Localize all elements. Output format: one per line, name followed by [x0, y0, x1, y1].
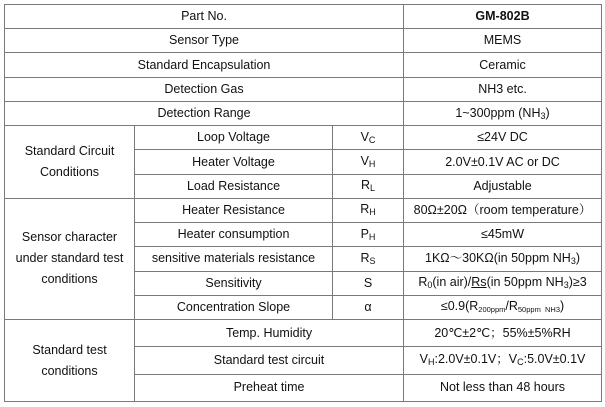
table-row: [5, 126, 602, 150]
r0-letter: R: [418, 275, 428, 290]
table-row: [5, 101, 602, 125]
sensitivity-mid: (in air)/: [432, 275, 472, 290]
symbol-letter: V: [360, 154, 369, 169]
temp-humidity-label: Temp. Humidity: [135, 320, 404, 347]
table-row: [5, 320, 602, 347]
slope-sub-50ppm: 50ppm NH3: [517, 305, 560, 315]
part-no-label: Part No.: [5, 5, 404, 29]
heater-voltage-label: Heater Voltage: [135, 150, 333, 174]
concentration-slope-value: [404, 295, 602, 319]
sensitivity-label: Sensitivity: [135, 271, 333, 295]
heater-resistance-value: 80Ω±20Ω（room temperature）: [404, 198, 602, 222]
temp-humidity-value: 20℃±2℃；55%±5%RH: [404, 320, 602, 347]
load-resistance-value: Adjustable: [404, 174, 602, 198]
heater-consumption-label: Heater consumption: [135, 223, 333, 247]
symbol-letter: P: [360, 226, 369, 241]
vh-subscript: H: [428, 357, 435, 368]
symbol-subscript: H: [368, 159, 376, 170]
vh-letter: V: [419, 352, 428, 367]
value-end: ): [575, 250, 581, 265]
vc-subscript: C: [517, 357, 524, 368]
concentration-slope-symbol: α: [333, 295, 404, 319]
detection-range-label: Detection Range: [5, 101, 404, 125]
heater-consumption-symbol: [333, 223, 404, 247]
table-row: [5, 53, 602, 77]
sensitive-resistance-value: [404, 247, 602, 271]
symbol-subscript: S: [369, 255, 376, 266]
symbol-subscript: H: [368, 231, 376, 242]
symbol-letter: R: [360, 202, 370, 217]
symbol-letter: R: [360, 250, 370, 265]
sensitivity-end: )≥3: [568, 275, 587, 290]
table-row: [5, 29, 602, 53]
heater-voltage-symbol: [333, 150, 404, 174]
encapsulation-label: Standard Encapsulation: [5, 53, 404, 77]
value-subscript: 3: [570, 255, 576, 266]
heater-voltage-value: 2.0V±0.1V AC or DC: [404, 150, 602, 174]
sensor-type-value: MEMS: [404, 29, 602, 53]
symbol-letter: V: [360, 129, 369, 144]
sensor-type-label: Sensor Type: [5, 29, 404, 53]
symbol-subscript: C: [368, 134, 376, 145]
r0-subscript: 0: [427, 280, 433, 291]
slope-end: ): [560, 299, 565, 314]
sensitivity-rest: (in 50ppm NH: [486, 275, 564, 290]
part-no-value: GM-802B: [404, 5, 602, 29]
concentration-slope-label: Concentration Slope: [135, 295, 333, 319]
table-row: [5, 77, 602, 101]
character-group-label: Sensor character under standard test conditions: [5, 198, 135, 319]
load-resistance-symbol: [333, 174, 404, 198]
loop-voltage-symbol: [333, 126, 404, 150]
encapsulation-value: Ceramic: [404, 53, 602, 77]
detection-range-gas-sub: 3: [540, 110, 546, 121]
vh-value: :2.0V±0.1V；: [434, 352, 509, 367]
circuit-group-label: Standard Circuit Conditions: [5, 126, 135, 199]
vc-value: :5.0V±0.1V: [523, 352, 586, 367]
symbol-letter: R: [360, 178, 371, 193]
heater-resistance-symbol: [333, 198, 404, 222]
sensitive-resistance-symbol: [333, 247, 404, 271]
table-row: [5, 198, 602, 222]
preheat-value: Not less than 48 hours: [404, 374, 602, 401]
loop-voltage-label: Loop Voltage: [135, 126, 333, 150]
heater-resistance-label: Heater Resistance: [135, 198, 333, 222]
table-row: [5, 5, 602, 29]
symbol-subscript: L: [370, 183, 376, 194]
slope-mid: /R: [505, 299, 518, 314]
slope-sub-200ppm: 200ppm: [478, 305, 506, 315]
preheat-label: Preheat time: [135, 374, 404, 401]
test-circuit-label: Standard test circuit: [135, 347, 404, 374]
value-text: 1KΩ～30KΩ(in 50ppm NH: [425, 250, 571, 265]
load-resistance-label: Load Resistance: [135, 174, 333, 198]
heater-consumption-value: ≤45mW: [404, 223, 602, 247]
test-group-label: Standard test conditions: [5, 320, 135, 402]
rs-text: Rs: [471, 275, 487, 290]
detection-gas-label: Detection Gas: [5, 77, 404, 101]
sensitivity-symbol: S: [333, 271, 404, 295]
vc-letter: V: [508, 352, 518, 367]
test-circuit-value: [404, 347, 602, 374]
loop-voltage-value: ≤24V DC: [404, 126, 602, 150]
sensitive-resistance-label: sensitive materials resistance: [135, 247, 333, 271]
sensitivity-value: [404, 271, 602, 295]
rest-subscript: 3: [563, 280, 569, 291]
detection-range-text: 1~300ppm (NH: [455, 105, 541, 120]
detection-range-value: [404, 101, 602, 125]
symbol-subscript: H: [369, 207, 376, 218]
spec-table: [4, 4, 602, 402]
slope-pre: ≤0.9(R: [440, 299, 479, 314]
detection-range-end: ): [545, 105, 550, 120]
detection-gas-value: NH3 etc.: [404, 77, 602, 101]
